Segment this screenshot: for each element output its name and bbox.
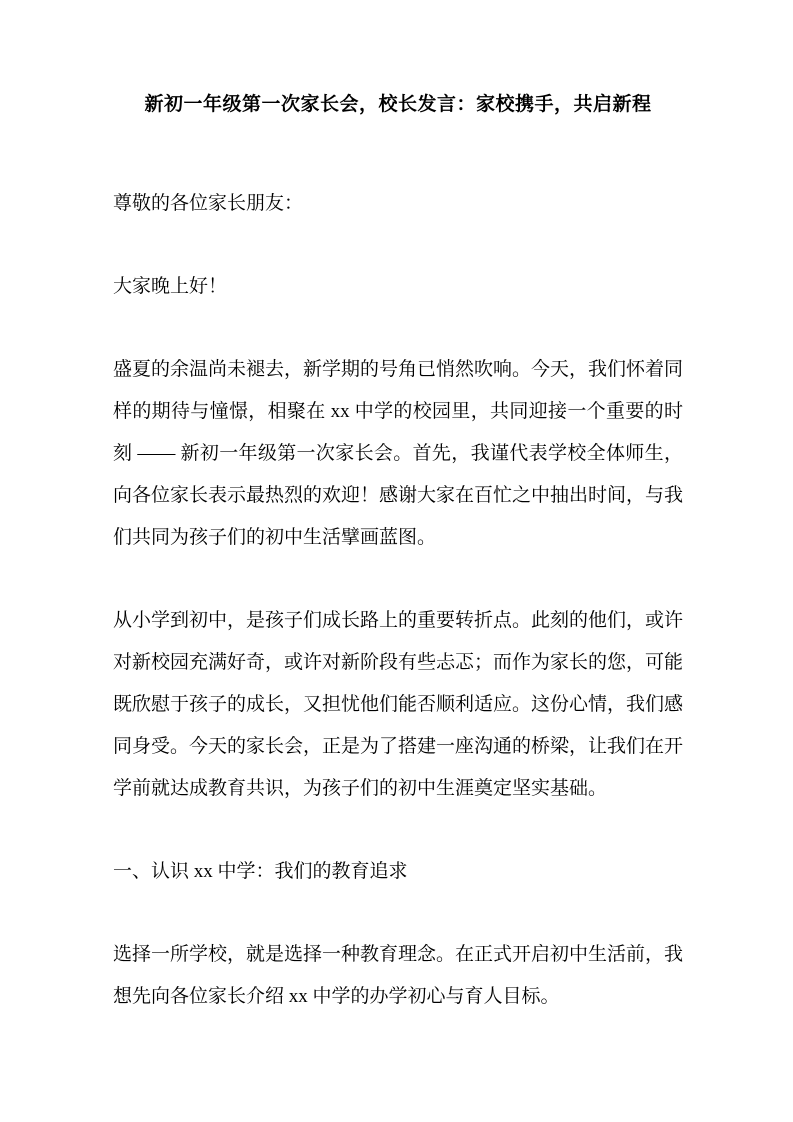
- greeting: 大家晚上好！: [113, 276, 228, 297]
- section-heading-1: 一、认识 xx 中学：我们的教育追求: [113, 861, 408, 882]
- paragraph-opening: 盛夏的余温尚未褪去，新学期的号角已悄然吹响。今天，我们怀着同样的期待与憧憬，相聚在 xx 中学的校园里，共同迎接一个重要的时刻 —— 新初一年级第一次家长会。首先，我谨代表学校全体师生，向各位家长表示最热烈的欢迎！感谢大家在百忙之中抽出时间，与我们共同为孩子们的初中生活擘画蓝图。: [113, 359, 684, 548]
- salutation: 尊敬的各位家长朋友：: [113, 193, 304, 214]
- paragraph-section1-intro: 选择一所学校，就是选择一种教育理念。在正式开启初中生活前，我想先向各位家长介绍 xx 中学的办学初心与育人目标。: [113, 944, 684, 1007]
- document-title: 新初一年级第一次家长会，校长发言：家校携手，共启新程: [144, 94, 652, 115]
- paragraph-transition: 从小学到初中，是孩子们成长路上的重要转折点。此刻的他们，或许对新校园充满好奇，或许对新阶段有些忐忑；而作为家长的您，可能既欣慰于孩子的成长，又担忧他们能否顺利适应。这份心情，我们感同身受。今天的家长会，正是为了搭建一座沟通的桥梁，让我们在开学前就达成教育共识，为孩子们的初中生涯奠定坚实基础。: [113, 610, 684, 799]
